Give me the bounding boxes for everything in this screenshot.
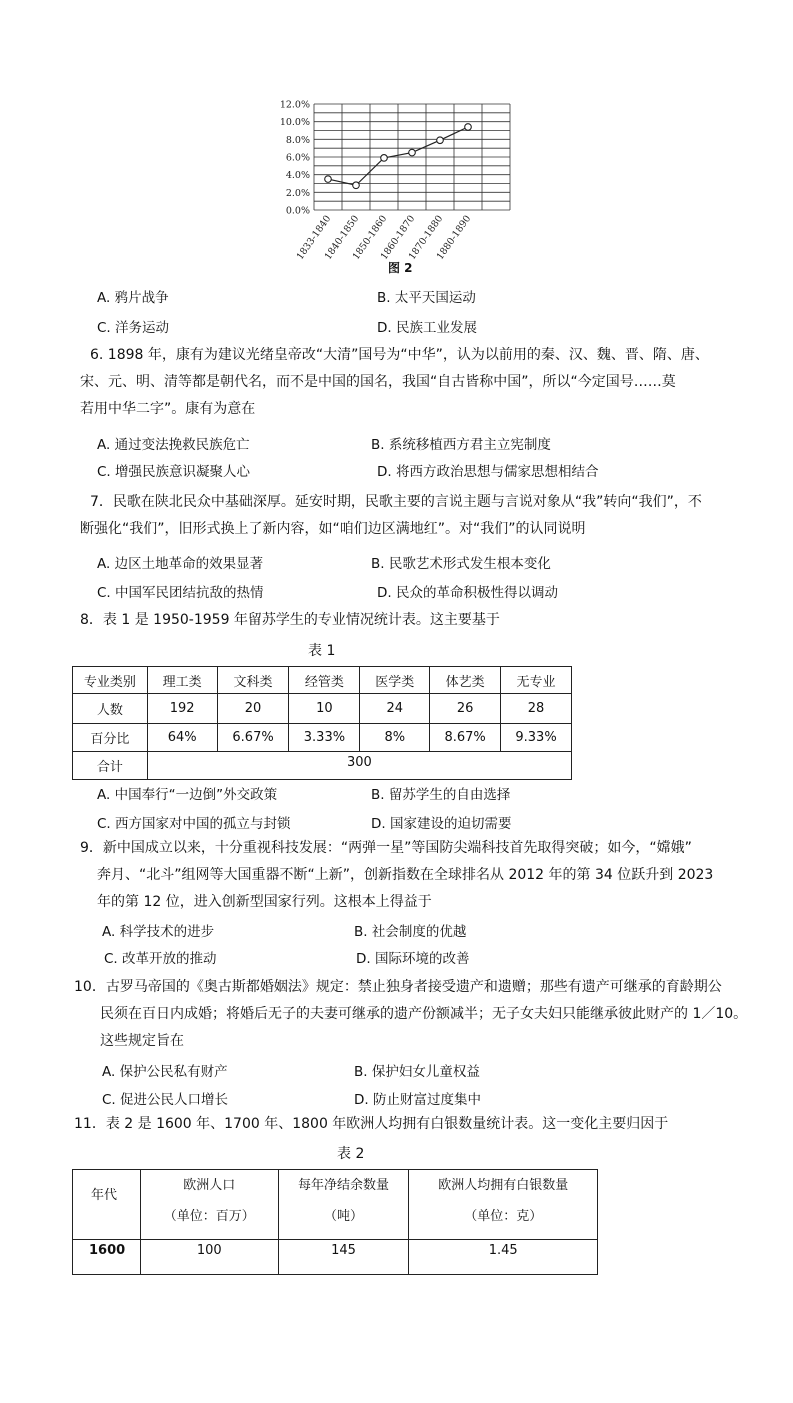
chart-x-tick-label: 1860-1870 bbox=[378, 213, 418, 262]
table-1-header-cell: 文科类 bbox=[217, 667, 289, 694]
table-2-title: 表 2 bbox=[337, 1146, 365, 1162]
table-2-header-row bbox=[73, 1170, 598, 1240]
q11-stem: 11．表 2 是 1600 年、1700 年、1800 年欧洲人均拥有白银数量统计表。这一变化主要归因于 bbox=[74, 1116, 669, 1132]
table-1-total-label: 合计 bbox=[73, 752, 148, 780]
table-2-header-line: 欧洲人口 bbox=[183, 1178, 236, 1193]
q10-stem-line-1: 10．古罗马帝国的《奥古斯都婚姻法》规定：禁止独身者接受遗产和遗赠；那些有遗产可继承的育龄期公 bbox=[74, 979, 722, 995]
q7-option-d[interactable]: D. 民众的革命积极性得以调动 bbox=[377, 585, 558, 601]
table-1-total-value: 300 bbox=[147, 752, 571, 780]
chart-y-tick-label: 10.0% bbox=[279, 117, 310, 129]
table-2-header-unit: （吨） bbox=[324, 1209, 364, 1224]
chart-x-tick-label: 1833-1840 bbox=[294, 213, 334, 262]
chart-data-point bbox=[381, 155, 388, 162]
table-2-cell: 1600 bbox=[73, 1240, 141, 1275]
table-2 bbox=[72, 1169, 598, 1275]
table-1-cell: 10 bbox=[289, 694, 360, 724]
chart-x-tick-label: 1850-1860 bbox=[350, 213, 390, 262]
table-1-cell: 20 bbox=[217, 694, 289, 724]
chart-data-point bbox=[353, 182, 360, 189]
table-2-header-unit: （单位：百万） bbox=[163, 1209, 255, 1224]
q6-stem-line-1: 6. 1898 年，康有为建议光绪皇帝改“大清”国号为“中华”，认为以前用的秦、汉、魏、晋、隋、唐、 bbox=[90, 347, 709, 363]
table-2-cell: 100 bbox=[140, 1240, 278, 1275]
table-1-header-cell: 专业类别 bbox=[73, 667, 148, 694]
q6-stem-line-2: 宋、元、明、清等都是朝代名，而不是中国的国名，我国“自古皆称中国”，所以“今定国号……莫 bbox=[80, 374, 676, 390]
chart-x-tick-label: 1870-1880 bbox=[406, 213, 446, 262]
chart-x-tick-label: 1840-1850 bbox=[322, 213, 362, 262]
table-2-row bbox=[73, 1240, 598, 1275]
table-2-cell: 1.45 bbox=[409, 1240, 598, 1275]
q6-option-c[interactable]: C. 增强民族意识凝聚人心 bbox=[97, 464, 251, 480]
table-2-header-line: 每年净结余数量 bbox=[298, 1178, 390, 1193]
q7-option-a[interactable]: A. 边区土地革命的效果显著 bbox=[97, 556, 264, 572]
q9-stem-line-1: 9．新中国成立以来，十分重视科技发展：“两弹一星”等国防尖端科技首先取得突破；如今，“嫦娥” bbox=[80, 840, 692, 856]
q6-option-a[interactable]: A. 通过变法挽救民族危亡 bbox=[97, 437, 250, 453]
q5-option-a[interactable]: A. 鸦片战争 bbox=[97, 290, 169, 306]
chart-y-tick-label: 4.0% bbox=[285, 170, 310, 182]
table-1-cell: 64% bbox=[147, 724, 217, 752]
table-1-header-cell: 体艺类 bbox=[430, 667, 501, 694]
figure-caption: 图 2 bbox=[388, 261, 413, 275]
table-1-cell: 192 bbox=[147, 694, 217, 724]
q8-option-a[interactable]: A. 中国奉行“一边倒”外交政策 bbox=[97, 787, 278, 803]
q10-option-b[interactable]: B. 保护妇女儿童权益 bbox=[354, 1064, 480, 1080]
q5-option-c[interactable]: C. 洋务运动 bbox=[97, 320, 170, 336]
q10-option-a[interactable]: A. 保护公民私有财产 bbox=[102, 1064, 228, 1080]
chart-data-point bbox=[437, 137, 444, 144]
q6-stem-line-3: 若用中华二字”。康有为意在 bbox=[80, 401, 256, 417]
table-1-cell: 百分比 bbox=[73, 724, 148, 752]
table-2-header-cell: 年代 bbox=[73, 1170, 141, 1240]
table-2-header-cell bbox=[409, 1170, 598, 1240]
chart-y-ticks bbox=[280, 100, 310, 217]
q8-option-b[interactable]: B. 留苏学生的自由选择 bbox=[371, 787, 511, 803]
table-2-header-unit: （单位：克） bbox=[464, 1209, 543, 1224]
table-1-row-percent bbox=[73, 724, 572, 752]
table-1 bbox=[72, 666, 572, 780]
q10-option-c[interactable]: C. 促进公民人口增长 bbox=[102, 1092, 229, 1108]
q7-stem-line-1: 7．民歌在陕北民众中基础深厚。延安时期，民歌主要的言说主题与言说对象从“我”转向“我们”，不 bbox=[90, 494, 702, 510]
q8-option-c[interactable]: C. 西方国家对中国的孤立与封锁 bbox=[97, 816, 291, 832]
q5-option-d[interactable]: D. 民族工业发展 bbox=[377, 320, 477, 336]
table-1-cell: 9.33% bbox=[501, 724, 572, 752]
q9-stem-line-2: 奔月、“北斗”组网等大国重器不断“上新”，创新指数在全球排名从 2012 年的第 34 位跃升到 2023 bbox=[97, 867, 714, 883]
chart-y-tick-label: 12.0% bbox=[279, 99, 310, 111]
table-1-header-row bbox=[73, 667, 572, 694]
chart-y-tick-label: 6.0% bbox=[285, 152, 310, 164]
q9-option-c[interactable]: C. 改革开放的推动 bbox=[104, 951, 217, 967]
table-2-header-line: 欧洲人均拥有白银数量 bbox=[438, 1178, 569, 1193]
chart-x-ticks bbox=[295, 213, 474, 262]
q10-stem-line-3: 这些规定旨在 bbox=[100, 1033, 184, 1049]
chart-x-tick-label: 1880-1890 bbox=[434, 213, 474, 262]
table-1-cell: 24 bbox=[360, 694, 430, 724]
table-1-cell: 人数 bbox=[73, 694, 148, 724]
table-1-header-cell: 经管类 bbox=[289, 667, 360, 694]
table-1-row-total bbox=[73, 752, 572, 780]
table-1-cell: 8% bbox=[360, 724, 430, 752]
table-1-header-cell: 医学类 bbox=[360, 667, 430, 694]
q5-option-b[interactable]: B. 太平天国运动 bbox=[377, 290, 476, 306]
chart-y-tick-label: 0.0% bbox=[285, 205, 310, 217]
q7-option-b[interactable]: B. 民歌艺术形式发生根本变化 bbox=[371, 556, 551, 572]
chart-y-tick-label: 2.0% bbox=[285, 187, 310, 199]
table-1-cell: 6.67% bbox=[217, 724, 289, 752]
q8-option-d[interactable]: D. 国家建设的迫切需要 bbox=[371, 816, 512, 832]
chart-data-point bbox=[465, 124, 472, 131]
table-2-cell: 145 bbox=[278, 1240, 409, 1275]
table-1-header-cell: 无专业 bbox=[501, 667, 572, 694]
q6-option-d[interactable]: D. 将西方政治思想与儒家思想相结合 bbox=[377, 464, 599, 480]
chart-grid bbox=[314, 104, 510, 210]
chart-data-point bbox=[409, 149, 416, 156]
q10-option-d[interactable]: D. 防止财富过度集中 bbox=[354, 1092, 481, 1108]
table-1-header-cell: 理工类 bbox=[147, 667, 217, 694]
q7-stem-line-2: 断强化“我们”，旧形式换上了新内容，如“咱们边区满地红”。对“我们”的认同说明 bbox=[80, 521, 586, 537]
q8-stem: 8．表 1 是 1950-1959 年留苏学生的专业情况统计表。这主要基于 bbox=[80, 612, 500, 628]
figure-2-chart bbox=[270, 92, 540, 282]
q9-option-d[interactable]: D. 国际环境的改善 bbox=[356, 951, 470, 967]
table-1-cell: 8.67% bbox=[430, 724, 501, 752]
q9-option-b[interactable]: B. 社会制度的优越 bbox=[354, 924, 467, 940]
q9-stem-line-3: 年的第 12 位，进入创新型国家行列。这根本上得益于 bbox=[97, 894, 432, 910]
chart-y-tick-label: 8.0% bbox=[285, 134, 310, 146]
q6-option-b[interactable]: B. 系统移植西方君主立宪制度 bbox=[371, 437, 551, 453]
table-1-cell: 3.33% bbox=[289, 724, 360, 752]
q9-option-a[interactable]: A. 科学技术的进步 bbox=[102, 924, 215, 940]
q7-option-c[interactable]: C. 中国军民团结抗敌的热情 bbox=[97, 585, 264, 601]
table-1-cell: 26 bbox=[430, 694, 501, 724]
table-1-cell: 28 bbox=[501, 694, 572, 724]
table-1-row-count bbox=[73, 694, 572, 724]
chart-data-point bbox=[325, 176, 332, 183]
table-2-header-cell bbox=[278, 1170, 409, 1240]
q10-stem-line-2: 民须在百日内成婚；将婚后无子的夫妻可继承的遗产份额减半；无子女夫妇只能继承彼此财产的 1／10。 bbox=[100, 1006, 748, 1022]
table-2-header-cell bbox=[140, 1170, 278, 1240]
table-1-title: 表 1 bbox=[308, 643, 336, 659]
